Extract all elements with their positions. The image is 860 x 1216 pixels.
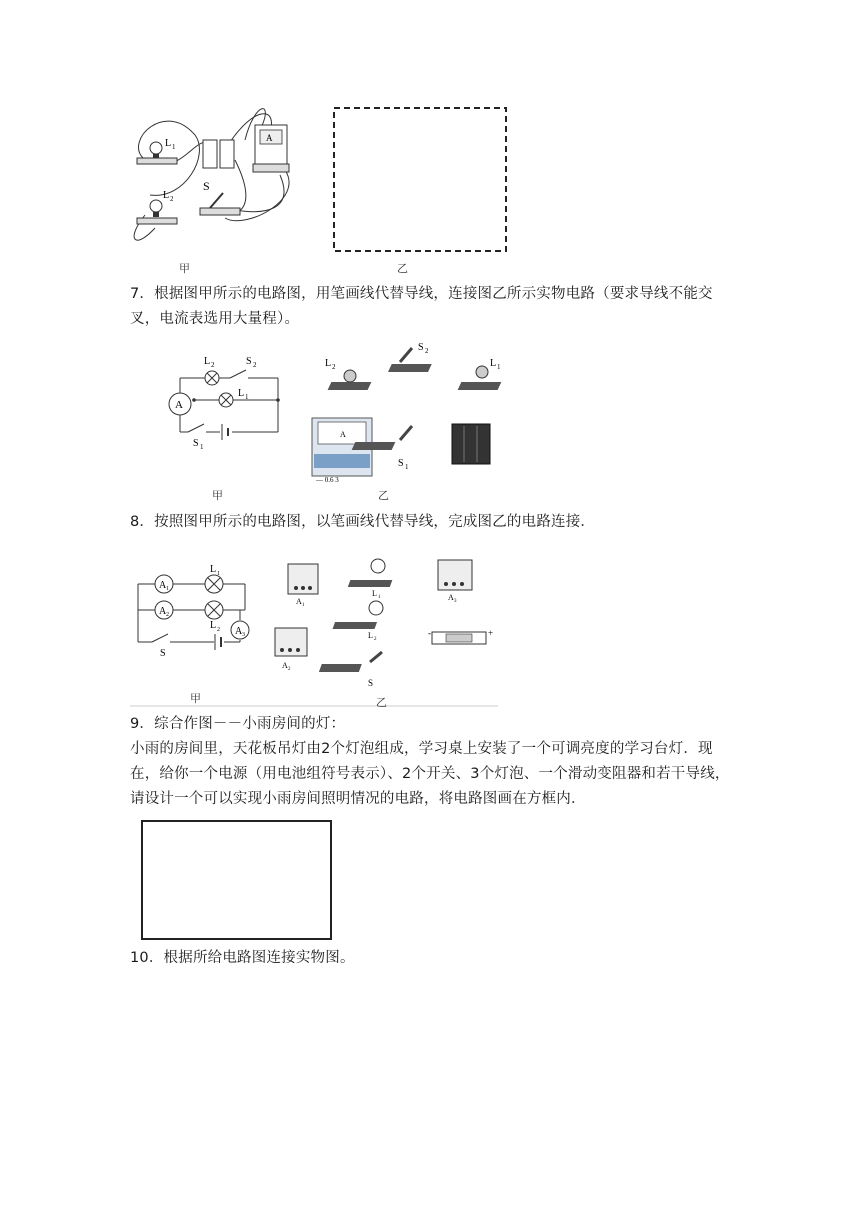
svg-text:1: 1 (245, 393, 249, 401)
q8-circuit-drawing (130, 548, 500, 708)
q8-real-ammeter-a3 (438, 560, 472, 590)
q10-text: 10．根据所给电路图连接实物图。 (130, 950, 355, 966)
svg-text:2: 2 (253, 361, 257, 369)
q6-circuit-drawing (125, 100, 525, 280)
q8-figure (130, 548, 500, 708)
lamp-l2-icon (137, 200, 177, 224)
svg-text:L: L (372, 589, 377, 598)
svg-text:-: - (428, 628, 431, 638)
svg-text:A: A (340, 430, 346, 439)
svg-text:S: S (418, 342, 424, 353)
q7-ammeter-scale: — 0.6 3 (316, 476, 339, 484)
svg-text:2: 2 (425, 347, 429, 355)
svg-text:A: A (296, 597, 302, 606)
q6-label-l1: L (165, 138, 172, 149)
q8-real-lamp-l1 (348, 559, 393, 587)
svg-text:S: S (246, 356, 252, 367)
svg-text:+: + (488, 628, 494, 638)
q7-caption-right: 乙 (378, 489, 389, 502)
svg-text:S: S (193, 438, 199, 449)
svg-text:1: 1 (217, 571, 220, 577)
svg-text:1: 1 (378, 595, 381, 600)
q8-real-ammeter-a2 (275, 628, 307, 656)
svg-text:A: A (159, 606, 167, 617)
svg-text:S: S (368, 678, 374, 688)
q8-real-ammeter-a1 (288, 564, 318, 594)
q6-answer-box (334, 108, 506, 251)
svg-text:1: 1 (497, 363, 501, 371)
svg-text:A: A (282, 661, 288, 670)
q8-real-battery (432, 632, 486, 644)
svg-text:L: L (490, 358, 497, 369)
q8-text: 8．按照图甲所示的电路图，以笔画线代替导线，完成图乙的电路连接． (130, 514, 596, 530)
svg-text:1: 1 (166, 586, 169, 592)
q8-real-switch-s (319, 652, 382, 672)
q7-circuit-drawing (150, 342, 510, 502)
svg-text:1: 1 (302, 603, 305, 608)
svg-text:2: 2 (217, 627, 220, 633)
q9-title: 9．综合作图－－小雨房间的灯： (130, 716, 346, 732)
q7-real-battery (452, 424, 490, 464)
svg-text:S: S (398, 458, 404, 469)
svg-text:A: A (159, 580, 167, 591)
q9-body: 小雨的房间里，天花板吊灯由2个灯泡组成，学习桌上安装了一个可调亮度的学习台灯．现在，给你一个电源（用电池组符号表示）、2个开关、3个灯泡、一个滑动变阻器和若干导线，请设计一个可以实现小雨房间照明情况的电路，将电路图画在方框内． (130, 741, 730, 807)
q6-figure (125, 100, 525, 280)
q7-real-lamp-l2 (328, 370, 372, 390)
q6-label-s: S (203, 179, 210, 193)
svg-text:3: 3 (242, 632, 245, 638)
q8-real-lamp-l2 (333, 601, 383, 629)
svg-text:A: A (448, 593, 454, 602)
svg-text:1: 1 (405, 463, 409, 471)
q7-schem-label-a: A (175, 399, 183, 411)
q8-schematic (138, 575, 249, 650)
svg-text:L: L (210, 620, 217, 631)
q7-schematic (169, 370, 280, 440)
q7-real-lamp-l1 (458, 366, 502, 390)
svg-text:L: L (204, 356, 211, 367)
svg-text:3: 3 (454, 599, 457, 604)
svg-text:2: 2 (166, 612, 169, 618)
q6-caption-right: 乙 (397, 262, 408, 275)
svg-text:2: 2 (374, 637, 377, 642)
svg-text:2: 2 (288, 667, 291, 672)
q6-label-l2: L (163, 190, 170, 201)
q8-caption-left: 甲 (190, 692, 201, 705)
q7-text: 7．根据图甲所示的电路图，用笔画线代替导线，连接图乙所示实物电路（要求导线不能交叉，电流表选用大量程）。 (130, 286, 713, 327)
q6-caption-left: 甲 (179, 262, 190, 275)
svg-text:1: 1 (200, 443, 204, 451)
svg-text:L: L (238, 388, 245, 399)
switch-s-icon (200, 193, 240, 215)
q7-figure (150, 342, 510, 502)
svg-text:L: L (325, 358, 332, 369)
q9-answer-box (141, 820, 332, 940)
q7-caption-left: 甲 (212, 489, 223, 502)
battery-icon (203, 140, 234, 168)
svg-text:A: A (235, 626, 243, 637)
svg-text:L: L (210, 564, 217, 575)
svg-text:2: 2 (170, 195, 174, 203)
q8-caption-right: 乙 (376, 696, 387, 709)
svg-text:2: 2 (211, 361, 215, 369)
svg-text:1: 1 (172, 143, 176, 151)
svg-text:L: L (368, 631, 373, 640)
svg-text:S: S (160, 648, 166, 659)
q6-label-ammeter: A (266, 133, 273, 143)
svg-text:2: 2 (332, 363, 336, 371)
